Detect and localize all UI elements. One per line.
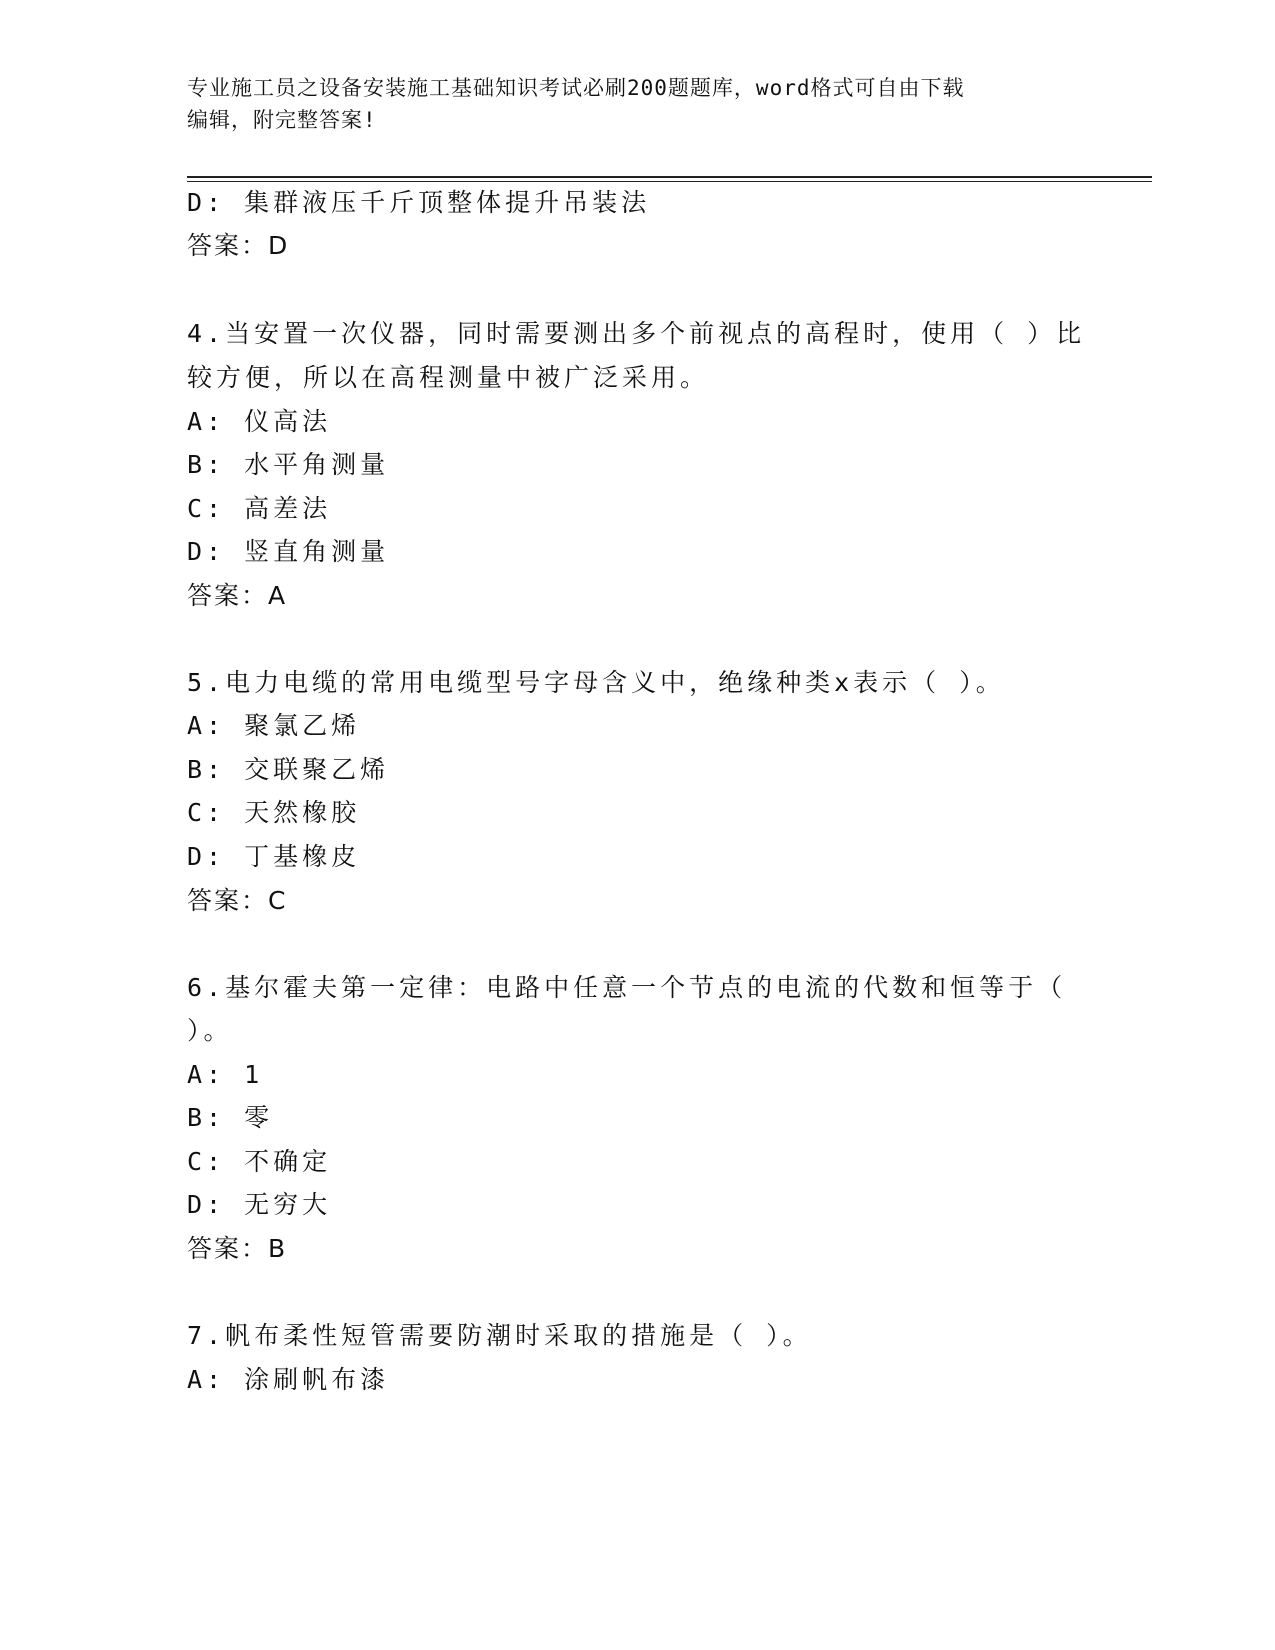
- prev-question-option-d: D: 集群液压千斤顶整体提升吊装法: [187, 188, 651, 217]
- question-4-option-a: A: 仪高法: [187, 407, 332, 436]
- question-6-option-d: D: 无穷大: [187, 1190, 332, 1219]
- question-4-option-b: B: 水平角测量: [187, 450, 390, 479]
- question-6-option-a: A: 1: [187, 1060, 264, 1089]
- question-6-stem-line1: 6.基尔霍夫第一定律：电路中任意一个节点的电流的代数和恒等于（: [187, 973, 1067, 1002]
- question-4-stem-line2: 较方便，所以在高程测量中被广泛采用。: [187, 363, 710, 392]
- header-divider-thin: [187, 181, 1152, 182]
- question-5-option-d: D: 丁基橡皮: [187, 842, 361, 871]
- header-title-line1: 专业施工员之设备安装施工基础知识考试必刷200题题库，word格式可自由下载: [187, 76, 965, 100]
- question-6-option-c: C: 不确定: [187, 1147, 332, 1176]
- question-7-stem-line1: 7.帆布柔性短管需要防潮时采取的措施是（ ）。: [187, 1321, 812, 1350]
- question-5-option-c: C: 天然橡胶: [187, 798, 361, 827]
- question-4-answer: 答案：A: [187, 581, 288, 610]
- question-4-stem-line1: 4.当安置一次仪器，同时需要测出多个前视点的高程时，使用（ ）比: [187, 319, 1086, 348]
- question-5-stem-line1: 5.电力电缆的常用电缆型号字母含义中，绝缘种类x表示（ ）。: [187, 668, 1005, 697]
- question-5-answer: 答案：C: [187, 886, 288, 915]
- question-4-option-c: C: 高差法: [187, 494, 332, 523]
- question-6-answer: 答案：B: [187, 1234, 288, 1263]
- question-5-option-b: B: 交联聚乙烯: [187, 755, 390, 784]
- question-4-option-d: D: 竖直角测量: [187, 537, 390, 566]
- header-divider-thick: [187, 176, 1152, 178]
- question-5-option-a: A: 聚氯乙烯: [187, 711, 361, 740]
- prev-question-answer: 答案：D: [187, 231, 290, 260]
- document-header: [187, 72, 1087, 136]
- question-6-option-b: B: 零: [187, 1103, 274, 1132]
- question-6-stem-line2: ）。: [187, 1016, 233, 1045]
- header-title-line2: 编辑，附完整答案!: [187, 108, 377, 132]
- question-7-option-a: A: 涂刷帆布漆: [187, 1365, 390, 1394]
